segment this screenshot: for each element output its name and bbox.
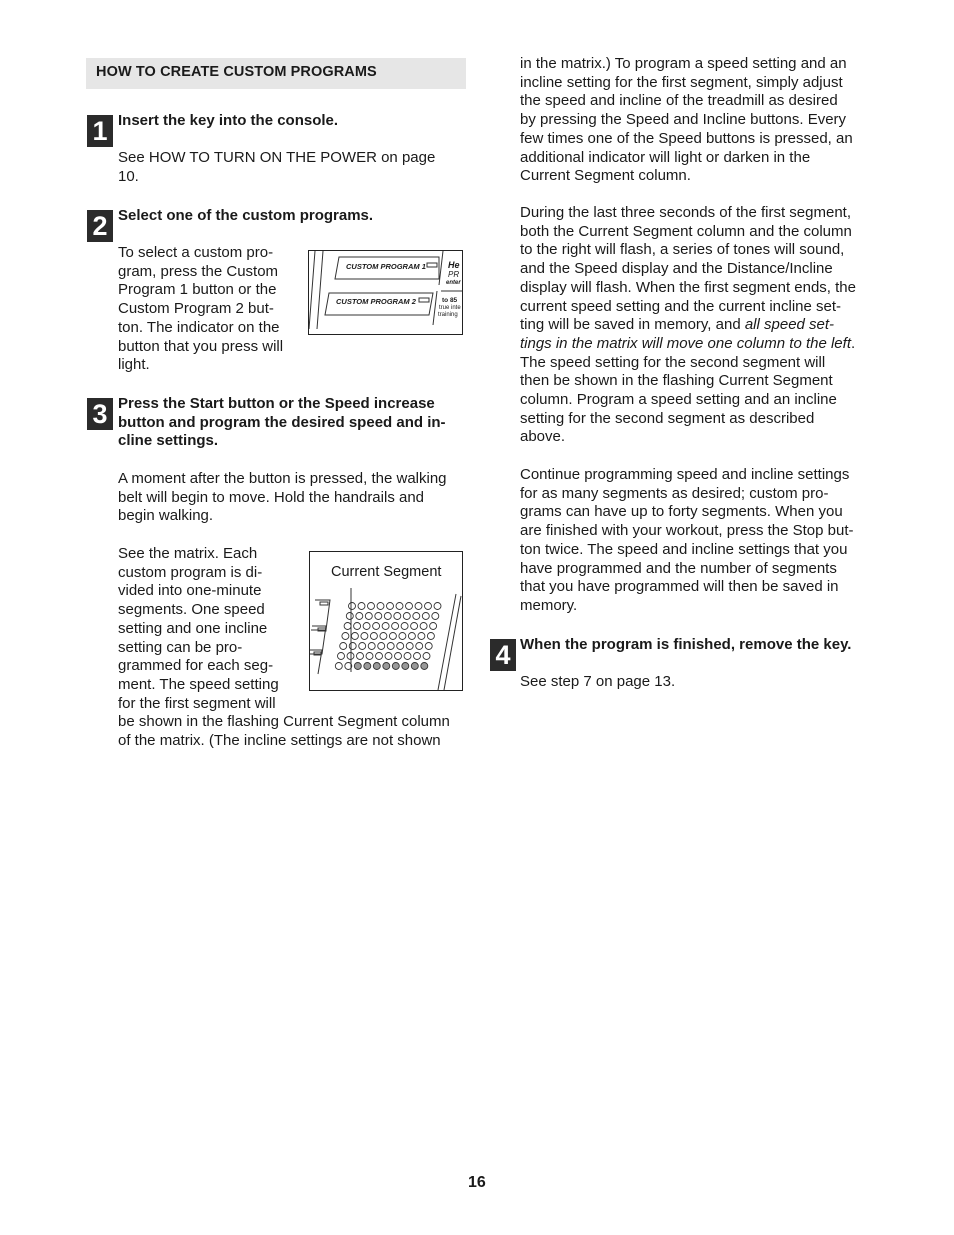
matrix-dot bbox=[418, 633, 425, 640]
matrix-dot bbox=[344, 623, 351, 630]
matrix-dot bbox=[377, 603, 384, 610]
matrix-dot bbox=[425, 643, 432, 650]
matrix-dot bbox=[399, 633, 406, 640]
matrix-dot bbox=[383, 663, 390, 670]
matrix-dot bbox=[389, 633, 396, 640]
matrix-dot bbox=[416, 643, 423, 650]
fragment-to85: to 85 bbox=[442, 297, 458, 304]
step-1-number: 1 bbox=[87, 115, 113, 147]
matrix-dot bbox=[420, 623, 427, 630]
matrix-dot bbox=[423, 653, 430, 660]
matrix-dot bbox=[415, 603, 422, 610]
step-2-number: 2 bbox=[87, 210, 113, 242]
step-1-body: See HOW TO TURN ON THE POWER on page 10. bbox=[118, 149, 436, 185]
matrix-dot bbox=[406, 603, 413, 610]
matrix-dot bbox=[406, 643, 413, 650]
matrix-dot bbox=[354, 623, 361, 630]
matrix-dot bbox=[368, 603, 375, 610]
matrix-dot bbox=[402, 663, 409, 670]
matrix-dot bbox=[430, 623, 437, 630]
fragment-pr: PR bbox=[448, 270, 460, 279]
custom-program-2-label: CUSTOM PROGRAM 2 bbox=[336, 297, 416, 306]
matrix-dot bbox=[349, 643, 356, 650]
matrix-dot bbox=[425, 603, 432, 610]
matrix-dot bbox=[397, 643, 404, 650]
matrix-dot bbox=[392, 663, 399, 670]
matrix-dot bbox=[427, 633, 434, 640]
matrix-dot bbox=[338, 653, 345, 660]
matrix-dot bbox=[370, 633, 377, 640]
step-2-body: To select a custom pro- gram, press the Custom Program 1 button or the Custom Program 2 but- ton. The indicator on the button that you press will light. bbox=[118, 244, 284, 374]
step-4-title: When the program is finished, remove the key. bbox=[520, 636, 852, 653]
matrix-dot bbox=[346, 613, 353, 620]
matrix-dot bbox=[411, 623, 418, 630]
matrix-dot bbox=[422, 613, 429, 620]
section-heading: HOW TO CREATE CUSTOM PROGRAMS bbox=[96, 64, 377, 80]
right-paragraph-3: Continue programming speed and incline settings for as many segments as desired; custom pro- grams can have up to forty segments. When you are finished with your workout, press the Stop but- ton twice. The speed and incline settings that you have programmed and the number of segments that you have programmed will then be saved in memory. bbox=[520, 466, 854, 614]
matrix-dot bbox=[394, 613, 401, 620]
matrix-dot bbox=[368, 643, 375, 650]
step-3-paragraph-2: See the matrix. Each custom program is di- vided into one-minute segments. One speed setting and one incline setting can be pro- grammed for each seg- ment. The speed setting for the first segment will be shown in the flashing Current Segment column of the matrix. (The incline settings are not shown bbox=[118, 545, 450, 750]
matrix-drawing bbox=[310, 552, 462, 690]
matrix-dot bbox=[366, 653, 373, 660]
matrix-dot bbox=[392, 623, 399, 630]
matrix-dot bbox=[359, 643, 366, 650]
matrix-dot bbox=[361, 633, 368, 640]
custom-program-1-label: CUSTOM PROGRAM 1 bbox=[346, 262, 426, 271]
matrix-dot bbox=[356, 613, 363, 620]
fragment-true-inte: true inte bbox=[439, 305, 461, 311]
matrix-dot bbox=[403, 613, 410, 620]
matrix-dot bbox=[342, 633, 349, 640]
matrix-dot bbox=[354, 663, 361, 670]
matrix-dot bbox=[404, 653, 411, 660]
right-paragraph-2: During the last three seconds of the first segment, both the Current Segment column and the column to the right will flash, a series of tones will sound, and the Speed display and the Distance/Incline display will flash. When the first segment ends, the current speed setting and the current incline set- ting will be saved in memory, and all speed set- tings in the matrix will move one column to the left. The speed setting for the second segment will then be shown in the flashing Current Segment column. Program a speed setting and an incline setting for the second segment as described above. bbox=[520, 204, 856, 446]
step-3-title: Press the Start button or the Speed increase button and program the desired speed and in- cline settings. bbox=[118, 395, 446, 450]
fragment-training: training bbox=[438, 312, 458, 318]
matrix-dot bbox=[363, 623, 370, 630]
matrix-dot bbox=[382, 623, 389, 630]
step-3-number: 3 bbox=[87, 398, 113, 430]
step-1-title: Insert the key into the console. bbox=[118, 112, 339, 129]
matrix-dot bbox=[411, 663, 418, 670]
matrix-dot bbox=[414, 653, 421, 660]
matrix-dot bbox=[365, 613, 372, 620]
matrix-dot bbox=[413, 613, 420, 620]
matrix-dot bbox=[421, 663, 428, 670]
fragment-enter: enter bbox=[446, 280, 461, 286]
matrix-dot bbox=[380, 633, 387, 640]
matrix-dot bbox=[375, 613, 382, 620]
matrix-dot bbox=[401, 623, 408, 630]
step-3-paragraph-1: A moment after the button is pressed, the walking belt will begin to move. Hold the handrails and begin walking. bbox=[118, 470, 447, 525]
current-segment-label: Current Segment bbox=[331, 564, 442, 580]
page-number: 16 bbox=[468, 1174, 486, 1191]
console-buttons-figure bbox=[308, 250, 463, 335]
segment-matrix-figure bbox=[309, 551, 463, 691]
matrix-dot bbox=[335, 663, 342, 670]
matrix-dot bbox=[340, 643, 347, 650]
matrix-dot bbox=[376, 653, 383, 660]
matrix-dot bbox=[395, 653, 402, 660]
matrix-dot bbox=[364, 663, 371, 670]
matrix-dot bbox=[373, 623, 380, 630]
section-heading-bar bbox=[86, 58, 466, 89]
matrix-dot bbox=[387, 603, 394, 610]
matrix-dot bbox=[408, 633, 415, 640]
fragment-he: He bbox=[448, 260, 460, 270]
matrix-dot bbox=[358, 603, 365, 610]
matrix-dot bbox=[373, 663, 380, 670]
matrix-dot bbox=[396, 603, 403, 610]
right-paragraph-1: in the matrix.) To program a speed setting and an incline setting for the first segment, simply adjust the speed and incline of the treadmill as desired by pressing the Speed and Incline buttons. Every few times one of the Speed buttons is pressed, an additional indicator will light or darken in the Current Segment column. bbox=[520, 55, 853, 185]
step-4-body: See step 7 on page 13. bbox=[520, 673, 676, 690]
matrix-dot bbox=[351, 633, 358, 640]
matrix-dot bbox=[349, 603, 356, 610]
step-4-number: 4 bbox=[490, 639, 516, 671]
matrix-dot bbox=[432, 613, 439, 620]
matrix-dot bbox=[378, 643, 385, 650]
matrix-dot bbox=[387, 643, 394, 650]
step-2-title: Select one of the custom programs. bbox=[118, 207, 374, 224]
matrix-dot bbox=[384, 613, 391, 620]
matrix-dot bbox=[385, 653, 392, 660]
matrix-dot bbox=[357, 653, 364, 660]
matrix-dot bbox=[434, 603, 441, 610]
